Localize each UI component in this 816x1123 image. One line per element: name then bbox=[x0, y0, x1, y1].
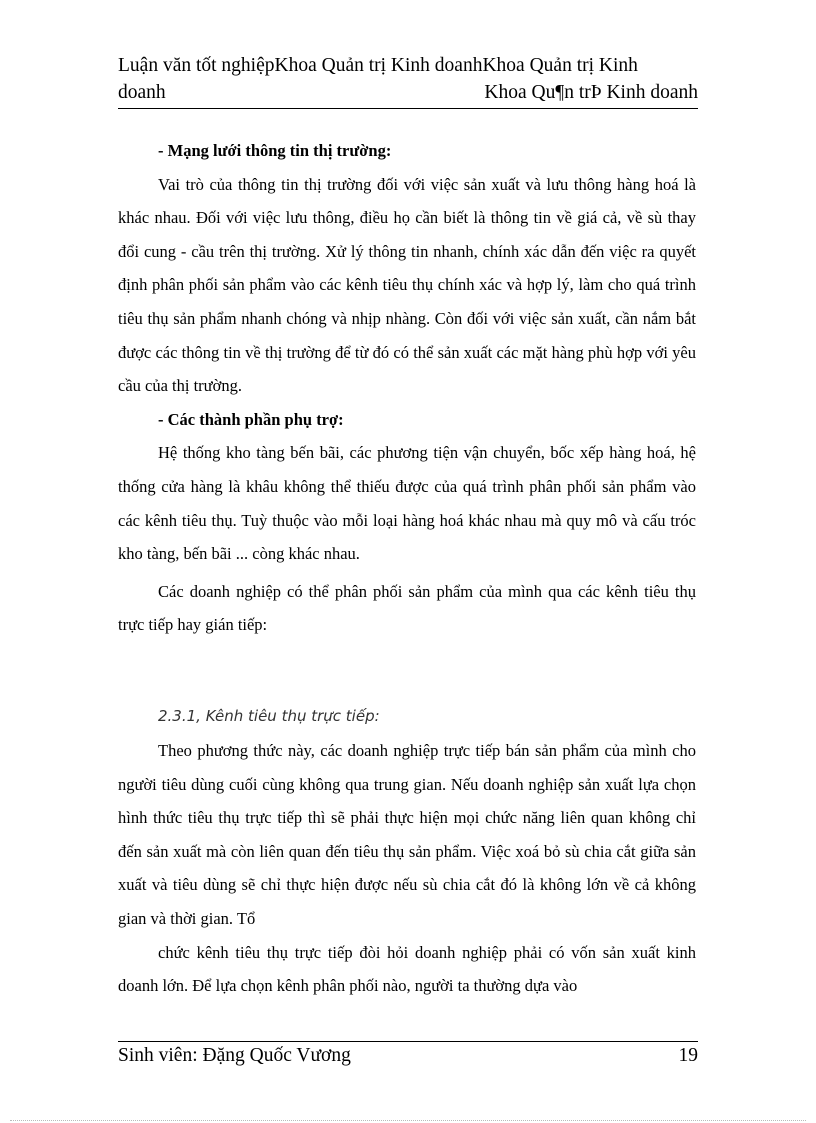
heading-support-components: - Các thành phần phụ trợ: bbox=[158, 409, 344, 429]
header-line-2-right: Khoa Qu¶n trÞ Kinh doanh bbox=[484, 82, 698, 103]
paragraph-support-components: Hệ thống kho tàng bến bãi, các phương tiện vận chuyển, bốc xếp hàng hoá, hệ thống cửa hàng là khâu không thể thiếu được của quá trình phân phối sản phẩm vào các kênh tiêu thụ. Tuỳ thuộc vào mỗi loại hàng hoá khác nhau mà quy mô và cấu tróc kho tàng, bến bãi ... còng khác nhau. bbox=[118, 443, 696, 564]
subheading-direct-channel: 2.3.1, Kênh tiêu thụ trực tiếp: bbox=[158, 707, 380, 725]
paragraph-market-info: Vai trò của thông tin thị trường đối với việc sản xuất và lưu thông hàng hoá là khác nhau. Đối với việc lưu thông, điều họ cần biết là thông tin về giá cả, về sù thay đổi cung - cầu trên thị trường. Xử lý thông tin nhanh, chính xác dẫn đến việc ra quyết định phân phối sản phẩm vào các kênh tiêu thụ chính xác và hợp lý, làm cho quá trình tiêu thụ sản phẩm nhanh chóng và nhịp nhàng. Còn đối với việc sản xuất, cần nắm bắt được các thông tin về thị trường để từ đó có thể sản xuất các mặt hàng phù hợp với yêu cầu của thị trường. bbox=[118, 174, 696, 396]
section-market-info bbox=[118, 134, 696, 642]
paragraph-distribution-channels: Các doanh nghiệp có thể phân phối sản phẩm của mình qua các kênh tiêu thụ trực tiếp hay gián tiếp: bbox=[118, 581, 696, 635]
heading-market-info: - Mạng lưới thông tin thị trường: bbox=[158, 141, 392, 160]
header-line-1: Luận văn tốt nghiệpKhoa Quản trị Kinh doanhKhoa Quản trị Kinh bbox=[118, 55, 638, 76]
section-direct-channel bbox=[118, 700, 696, 734]
footer-divider bbox=[118, 1041, 698, 1042]
page-footer bbox=[118, 1045, 698, 1067]
paragraph-direct-channel: Theo phương thức này, các doanh nghiệp trực tiếp bán sản phẩm của mình cho người tiêu dùng cuối cùng không qua trung gian. Nếu doanh nghiệp sản xuất lựa chọn hình thức tiêu thụ trực tiếp thì sẽ phải thực hiện mọi chức năng liên quan không chỉ đến sản xuất mà còn liên quan đến tiêu thụ sản phẩm. Việc xoá bỏ sù chia cắt giữa sản xuất và tiêu dùng sẽ chỉ thực hiện được nếu sù chia cắt đó là không lớn về cả không gian và thời gian. Tổ bbox=[118, 741, 696, 928]
paragraph-direct-channel-cont: chức kênh tiêu thụ trực tiếp đòi hỏi doanh nghiệp phải có vốn sản xuất kinh doanh lớn. Để lựa chọn kênh phân phối nào, người ta thường dựa vào bbox=[118, 942, 696, 996]
header-line-2-left: doanh bbox=[118, 82, 166, 103]
header-line-2 bbox=[118, 79, 698, 106]
section-direct-channel-body bbox=[118, 734, 696, 1003]
page-header bbox=[118, 52, 698, 106]
page-bottom-border bbox=[10, 1120, 806, 1121]
header-divider bbox=[118, 108, 698, 109]
footer-student-name: Sinh viên: Đặng Quốc Vương bbox=[118, 1045, 351, 1066]
page-number: 19 bbox=[678, 1045, 698, 1066]
